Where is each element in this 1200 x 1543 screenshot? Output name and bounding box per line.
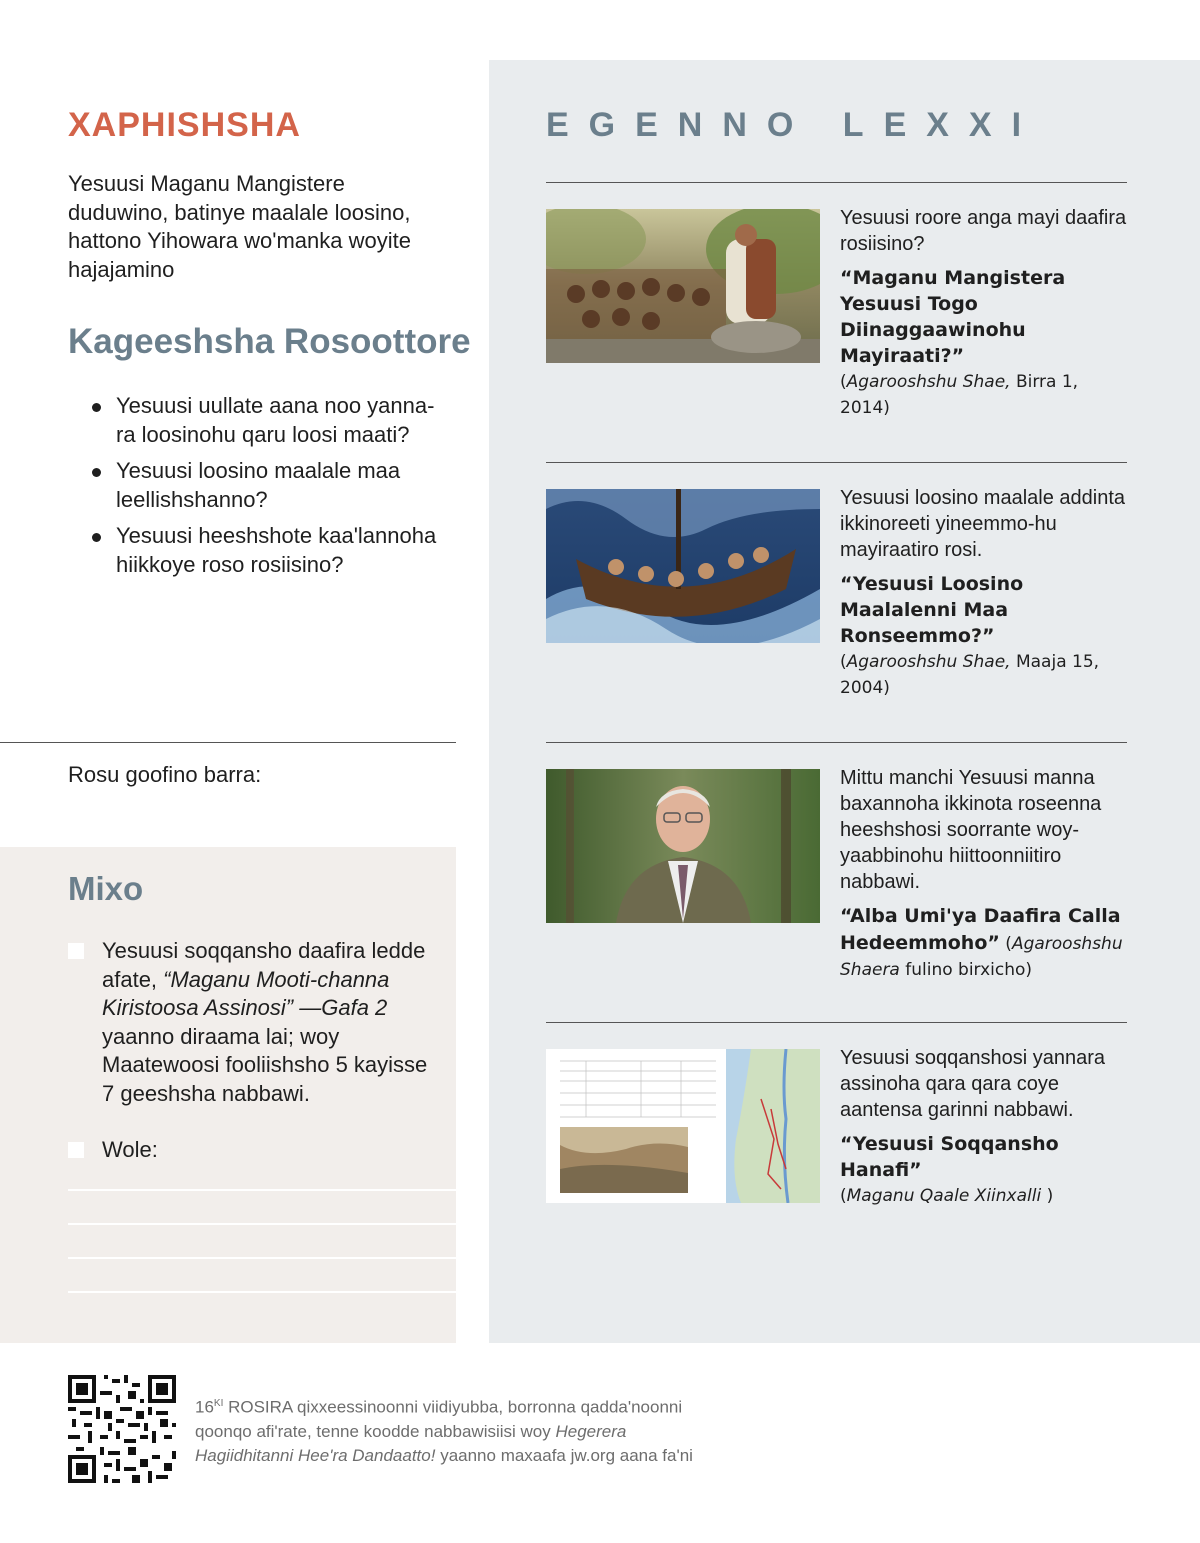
- review-title: Kageeshsha Rosoottore: [68, 322, 471, 361]
- writing-line[interactable]: [68, 1257, 456, 1259]
- checkbox-try-2[interactable]: [68, 1142, 84, 1158]
- entry-source-publication: Agarooshshu Shae,: [846, 372, 1011, 392]
- review-item-text: Yesuusi uullate aana noo yanna-ra loosinohu qaru loosi maati?: [116, 393, 435, 447]
- writing-line[interactable]: [68, 1291, 456, 1293]
- try-item-1-italic: “Maganu Mooti-channa Kiristoosa Assinosi” —Gafa 2: [102, 966, 390, 1020]
- smiling-man-portrait-image: [546, 769, 820, 923]
- writing-line[interactable]: [68, 1223, 456, 1225]
- footer-text-part: ROSIRA qixxeessinoonni viidiyubba, borronna qadda'noonni qoonqo afi'rate, tenne koodde nabbawisiisi woy: [195, 1397, 683, 1441]
- divider: [546, 182, 1127, 183]
- resource-entry-4: [840, 1045, 1130, 1209]
- divider: [0, 742, 456, 743]
- entry-source: (Agarooshshu Shae, Birra 1, 2014): [840, 372, 1079, 418]
- review-list: [92, 392, 452, 587]
- review-item: [92, 522, 452, 579]
- entry-source-date: Birra 1, 2014): [840, 372, 1079, 418]
- try-item-1-text-end: yaanno diraama lai; woy Maatewoosi fooliishsho 5 kayisse 7 geeshsha nabbawi.: [102, 1023, 428, 1106]
- bullet-icon: [92, 403, 101, 412]
- entry-source: (Maganu Qaale Xiinxalli ): [840, 1186, 1054, 1206]
- entry-source-date: fulino birxicho): [899, 960, 1033, 980]
- entry-source-date: Maaja 15, 2004): [840, 652, 1100, 698]
- entry-title-link[interactable]: “Maganu Mangistera Yesuusi Togo Diinaggaawinohu Mayiraati?”: [840, 267, 1066, 367]
- resource-entry-3: [840, 765, 1130, 983]
- summary-title: XAPHISHSHA: [68, 106, 301, 144]
- entry-title-link[interactable]: “Yesuusi Loosino Maalalenni Maa Ronseemmo?”: [840, 573, 1024, 647]
- try-item-1-text: Yesuusi soqqansho daafira ledde afate,: [102, 938, 426, 992]
- ministry-timeline-map-image: [546, 1049, 820, 1203]
- divider: [546, 462, 1127, 463]
- goal-label: Rosu goofino barra:: [68, 762, 262, 787]
- summary-text: Yesuusi Maganu Mangistere duduwino, batinye maalale loosino, hattono Yihowara wo'manka woyite hajajamino: [68, 171, 411, 282]
- footer-superscript: KI: [213, 1398, 224, 1409]
- entry-description: Yesuusi loosino maalale addinta ikkinoreeti yineemmo-hu mayiraatiro rosi.: [840, 487, 1126, 561]
- entry-description: Yesuusi roore anga mayi daafira rosiisino?: [840, 207, 1127, 255]
- writing-line[interactable]: [68, 1189, 456, 1191]
- entry-title-link[interactable]: “Yesuusi Soqqansho Hanafi”: [840, 1133, 1059, 1181]
- footer-text: [195, 1392, 715, 1468]
- review-item: [92, 392, 452, 449]
- jesus-teaching-crowd-image: [546, 209, 820, 363]
- review-item-text: Yesuusi loosino maalale maa leellishshanno?: [116, 458, 401, 512]
- divider: [546, 1022, 1127, 1023]
- try-title: Mixo: [68, 870, 144, 907]
- entry-source-publication: Maganu Qaale Xiinxalli: [846, 1186, 1042, 1206]
- entry-source-publication: Agarooshshu Shaera: [840, 934, 1123, 980]
- try-item-1: [102, 937, 432, 1108]
- entry-title-link[interactable]: “Alba Umi'ya Daafira Calla Hedeemmoho”: [840, 905, 1121, 954]
- entry-source: (Agarooshshu Shae, Maaja 15, 2004): [840, 652, 1100, 698]
- entry-description: Yesuusi soqqanshosi yannara assinoha qara qara coye aantensa garinni nabbawi.: [840, 1047, 1106, 1121]
- entry-source: “Alba Umi'ya Daafira Calla Hedeemmoho” (Agarooshshu Shaera fulino birxicho): [840, 905, 1123, 980]
- review-item-text: Yesuusi heeshshote kaa'lannoha hiikkoye roso rosiisino?: [116, 523, 437, 577]
- footer-text-part: yaanno maxaafa jw.org aana fa'ni: [435, 1445, 693, 1465]
- review-item: [92, 457, 452, 514]
- entry-source-date: ): [1041, 1186, 1054, 1206]
- jesus-calming-storm-image: [546, 489, 820, 643]
- footer-book-title: Hegerera Hagiidhitanni Hee'ra Dandaatto!: [195, 1421, 627, 1465]
- qr-code-icon[interactable]: [68, 1375, 176, 1483]
- more-title: EGENNO LEXXI: [546, 106, 1042, 144]
- footer-text-part: 16: [195, 1397, 214, 1417]
- divider: [546, 742, 1127, 743]
- try-item-2: Wole:: [102, 1137, 158, 1162]
- resource-entry-1: [840, 205, 1130, 421]
- entry-description: Mittu manchi Yesuusi manna baxannoha ikkinota roseenna heeshshosi soorrante woy-yaabbinohu hiittoonniitiro nabbawi.: [840, 767, 1102, 893]
- resource-entry-2: [840, 485, 1130, 701]
- entry-source-publication: Agarooshshu Shae,: [846, 652, 1011, 672]
- bullet-icon: [92, 468, 101, 477]
- checkbox-try-1[interactable]: [68, 943, 84, 959]
- bullet-icon: [92, 533, 101, 542]
